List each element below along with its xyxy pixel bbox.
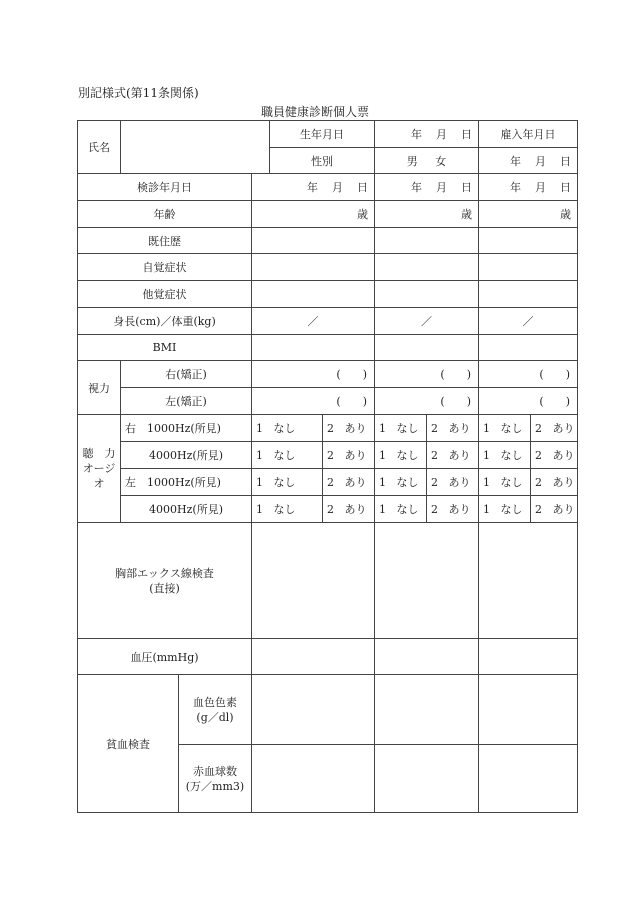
bmi-field-3[interactable] [479,335,578,361]
vision-right-2[interactable]: ( ) [375,361,479,388]
exam-date-3[interactable]: 年 月 日 [479,174,578,201]
objective-label: 他覚症状 [78,281,252,308]
bmi-label: BMI [78,335,252,361]
row-hearing-r1000 [78,415,578,442]
female-option[interactable]: 女 [435,154,447,168]
hearing-none-option[interactable]: 1 なし [252,469,323,496]
hearing-label: 聴 力 オージオ [78,415,121,523]
hearing-present-option[interactable]: 2 あり [323,442,375,469]
hearing-present-option[interactable]: 2 あり [531,469,578,496]
blood-pressure-field-3[interactable] [479,639,578,675]
bmi-field-1[interactable] [252,335,375,361]
male-option[interactable]: 男 [406,154,418,168]
objective-field-2[interactable] [375,281,479,308]
row-age [78,201,578,228]
rbc-label: 赤血球数 (万／mm3) [179,745,252,813]
hearing-none-option[interactable]: 1 なし [252,415,323,442]
history-label: 既住歴 [78,228,252,254]
hearing-right-1000-label: 右 1000Hz(所見) [121,415,252,442]
history-field-3[interactable] [479,228,578,254]
row-chest-xray [78,523,578,639]
chest-xray-label: 胸部エックス線検査 (直接) [78,523,252,639]
history-field-1[interactable] [252,228,375,254]
chest-xray-field-3[interactable] [479,523,578,639]
row-vision-left [78,388,578,415]
bmi-field-2[interactable] [375,335,479,361]
hearing-none-option[interactable]: 1 なし [375,415,427,442]
sex-label: 性別 [270,148,375,174]
row-hearing-r4000 [78,442,578,469]
age-label: 年齢 [78,201,252,228]
subjective-field-1[interactable] [252,254,375,281]
hearing-present-option[interactable]: 2 あり [323,415,375,442]
chest-xray-field-1[interactable] [252,523,375,639]
age-field-2[interactable]: 歳 [375,201,479,228]
hearing-present-option[interactable]: 2 あり [323,496,375,523]
form-title: 職員健康診断個人票 [260,105,369,119]
height-weight-label: 身長(cm)／体重(kg) [78,308,252,335]
vision-left-2[interactable]: ( ) [375,388,479,415]
rbc-field-1[interactable] [252,745,375,813]
vision-right-1[interactable]: ( ) [252,361,375,388]
row-subjective [78,254,578,281]
birth-field[interactable]: 年 月 日 [375,121,479,148]
objective-field-1[interactable] [252,281,375,308]
age-field-1[interactable]: 歳 [252,201,375,228]
name-field[interactable] [121,121,270,174]
height-weight-field-2[interactable]: ／ [375,308,479,335]
rbc-field-2[interactable] [375,745,479,813]
row-anemia-hb [78,675,578,745]
row-bmi [78,335,578,361]
row-blood-pressure [78,639,578,675]
row-history [78,228,578,254]
hearing-left-4000-label: 4000Hz(所見) [121,496,252,523]
blood-pressure-label: 血圧(mmHg) [78,639,252,675]
birth-label: 生年月日 [270,121,375,148]
subjective-field-2[interactable] [375,254,479,281]
hearing-present-option[interactable]: 2 あり [427,496,479,523]
blood-pressure-field-2[interactable] [375,639,479,675]
subjective-field-3[interactable] [479,254,578,281]
vision-left-3[interactable]: ( ) [479,388,578,415]
anemia-label: 貧血検査 [78,675,179,813]
hearing-present-option[interactable]: 2 あり [531,496,578,523]
hemoglobin-label: 血色色素 (g／dl) [179,675,252,745]
exam-date-2[interactable]: 年 月 日 [375,174,479,201]
hearing-none-option[interactable]: 1 なし [252,496,323,523]
objective-field-3[interactable] [479,281,578,308]
health-record-table [77,120,578,813]
hire-date-label: 雇入年月日 [479,121,578,148]
row-objective [78,281,578,308]
hearing-present-option[interactable]: 2 あり [427,469,479,496]
exam-date-1[interactable]: 年 月 日 [252,174,375,201]
hire-date-field[interactable]: 年 月 日 [479,148,578,174]
hearing-present-option[interactable]: 2 あり [427,415,479,442]
hearing-none-option[interactable]: 1 なし [375,469,427,496]
rbc-field-3[interactable] [479,745,578,813]
exam-date-label: 検診年月日 [78,174,252,201]
hearing-none-option[interactable]: 1 なし [479,496,531,523]
vision-right-label: 右(矯正) [121,361,252,388]
row-name-birth [78,121,578,148]
row-exam-date [78,174,578,201]
hearing-present-option[interactable]: 2 あり [323,469,375,496]
height-weight-field-1[interactable]: ／ [252,308,375,335]
row-hearing-l4000 [78,496,578,523]
hearing-none-option[interactable]: 1 なし [479,415,531,442]
chest-xray-field-2[interactable] [375,523,479,639]
vision-left-1[interactable]: ( ) [252,388,375,415]
subjective-label: 自覚症状 [78,254,252,281]
hearing-present-option[interactable]: 2 あり [531,442,578,469]
hemoglobin-field-3[interactable] [479,675,578,745]
hearing-none-option[interactable]: 1 なし [375,496,427,523]
form-reference: 別記様式(第11条関係) [78,86,199,100]
hearing-present-option[interactable]: 2 あり [531,415,578,442]
hearing-present-option[interactable]: 2 あり [427,442,479,469]
vision-label: 視力 [78,361,121,415]
age-field-3[interactable]: 歳 [479,201,578,228]
height-weight-field-3[interactable]: ／ [479,308,578,335]
name-label: 氏名 [78,121,121,174]
hearing-none-option[interactable]: 1 なし [375,442,427,469]
vision-right-3[interactable]: ( ) [479,361,578,388]
hearing-left-1000-label: 左 1000Hz(所見) [121,469,252,496]
hemoglobin-field-2[interactable] [375,675,479,745]
hearing-none-option[interactable]: 1 なし [479,469,531,496]
hearing-right-4000-label: 4000Hz(所見) [121,442,252,469]
row-vision-right [78,361,578,388]
sex-field[interactable] [375,148,479,174]
vision-left-label: 左(矯正) [121,388,252,415]
row-height-weight [78,308,578,335]
hearing-none-option[interactable]: 1 なし [479,442,531,469]
blood-pressure-field-1[interactable] [252,639,375,675]
hemoglobin-field-1[interactable] [252,675,375,745]
row-hearing-l1000 [78,469,578,496]
history-field-2[interactable] [375,228,479,254]
hearing-none-option[interactable]: 1 なし [252,442,323,469]
